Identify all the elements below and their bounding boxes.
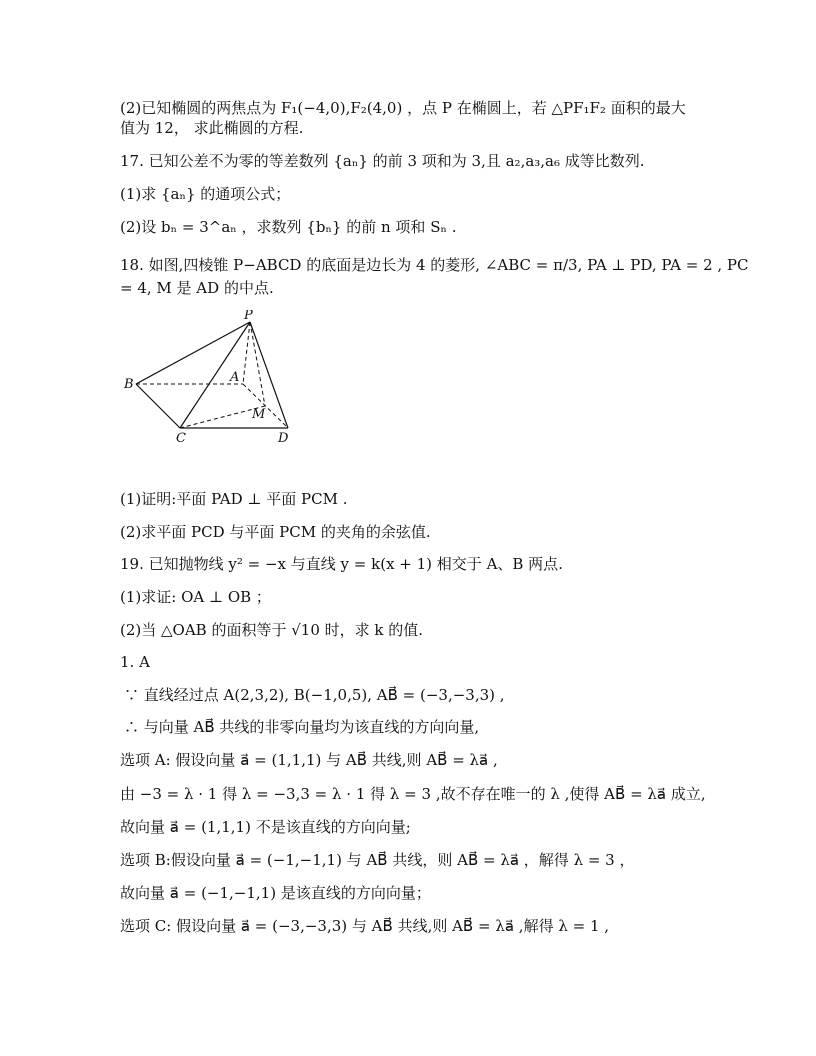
text-line: = 4, M 是 AD 的中点. bbox=[120, 279, 274, 297]
text-line: 故向量 a⃗ = (−1,−1,1) 是该直线的方向向量； bbox=[120, 884, 431, 902]
text-line: (2)当 △OAB 的面积等于 √10 时，求 k 的值. bbox=[120, 621, 424, 639]
pyramid-figure bbox=[118, 310, 308, 450]
text-line: (2)设 bₙ = 3^aₙ ，求数列 {bₙ} 的前 n 项和 Sₙ . bbox=[120, 218, 457, 236]
problem-18-title: 18. 如图,四棱锥 P−ABCD 的底面是边长为 4 的菱形, ∠ABC = π/3, PA ⊥ PD, PA = 2 , PC bbox=[120, 256, 749, 274]
text-line: 故向量 a⃗ = (1,1,1) 不是该直线的方向向量; bbox=[120, 818, 411, 836]
text-line: 选项 B:假设向量 a⃗ = (−1,−1,1) 与 AB⃗ 共线，则 AB⃗ = λa⃗ ，解得 λ = 3 ， bbox=[120, 851, 635, 869]
edge-PM bbox=[250, 322, 265, 406]
text-line: 值为 12， 求此椭圆的方程. bbox=[120, 119, 304, 137]
text-line: ∴ 与向量 AB⃗ 共线的非零向量均为该直线的方向向量, bbox=[124, 718, 480, 736]
problem-17-title: 17. 已知公差不为零的等差数列 {aₙ} 的前 3 项和为 3,且 a₂,a₃,a₆ 成等比数列. bbox=[120, 152, 645, 170]
label-M: M bbox=[252, 407, 266, 422]
problem-19-title: 19. 已知抛物线 y² = −x 与直线 y = k(x + 1) 相交于 A、B 两点. bbox=[120, 555, 563, 573]
text-line: (2)求平面 PCD 与平面 PCM 的夹角的余弦值. bbox=[120, 523, 431, 541]
label-D: D bbox=[278, 431, 289, 446]
text-line: 选项 A: 假设向量 a⃗ = (1,1,1) 与 AB⃗ 共线,则 AB⃗ = λa⃗ , bbox=[120, 751, 498, 769]
text-line: ∵ 直线经过点 A(2,3,2), B(−1,0,5), AB⃗ = (−3,−3,3) , bbox=[124, 686, 505, 704]
text-line: 由 −3 = λ · 1 得 λ = −3,3 = λ · 1 得 λ = 3 ,故不存在唯一的 λ ,使得 AB⃗ = λa⃗ 成立, bbox=[120, 785, 706, 803]
text-line: (1)求证: OA ⊥ OB ； bbox=[120, 588, 271, 606]
text-line: 选项 C: 假设向量 a⃗ = (−3,−3,3) 与 AB⃗ 共线,则 AB⃗ = λa⃗ ,解得 λ = 1 , bbox=[120, 917, 610, 935]
text-line: (1)求 {aₙ} 的通项公式； bbox=[120, 185, 291, 203]
edge-AD bbox=[243, 384, 288, 428]
answer-heading: 1. A bbox=[120, 653, 150, 671]
text-line: (2)已知椭圆的两焦点为 F₁(−4,0),F₂(4,0) ，点 P 在椭圆上，若 △PF₁F₂ 面积的最大 bbox=[120, 99, 686, 117]
edge-BC bbox=[136, 384, 180, 428]
label-C: C bbox=[176, 431, 186, 446]
edge-PC bbox=[180, 322, 250, 428]
label-P: P bbox=[244, 310, 253, 323]
label-A: A bbox=[230, 370, 240, 385]
text-line: (1)证明:平面 PAD ⊥ 平面 PCM . bbox=[120, 490, 348, 508]
label-B: B bbox=[124, 377, 134, 392]
